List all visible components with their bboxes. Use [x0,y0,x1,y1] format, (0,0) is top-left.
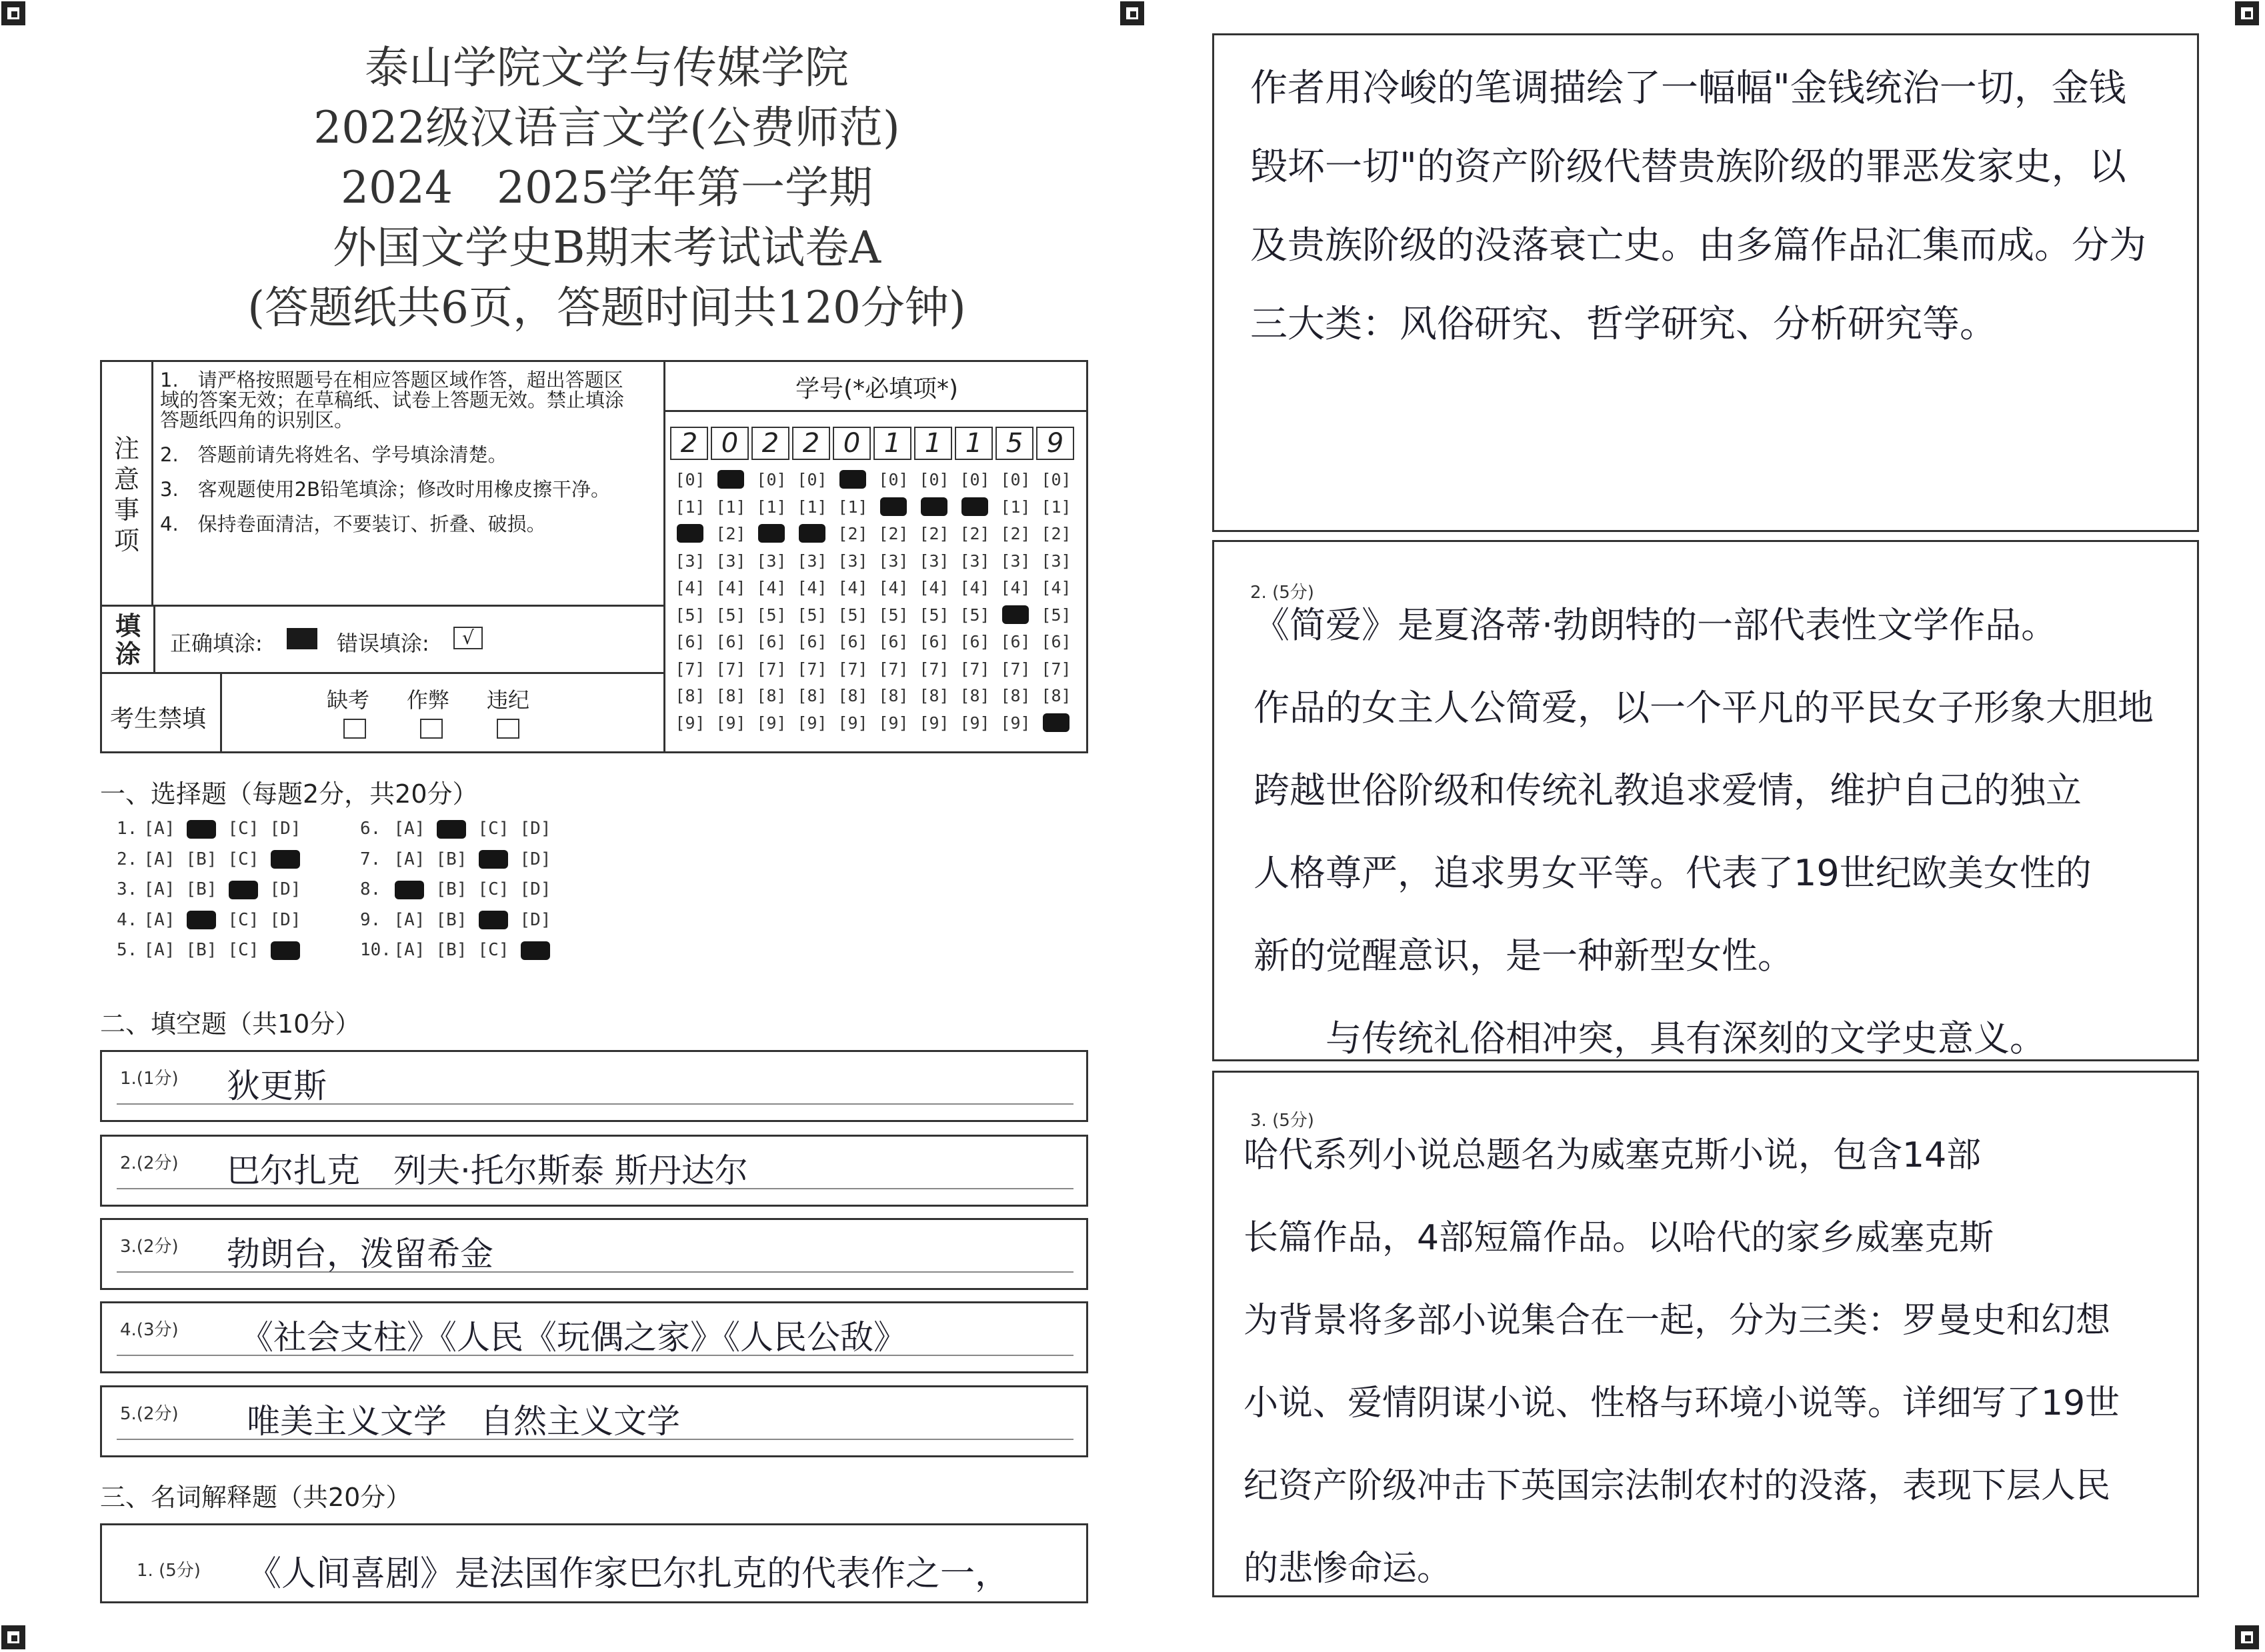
panel-divider [663,360,665,753]
mcq-option-bubble[interactable]: [C] [227,940,259,960]
fill-blank-answer: 《社会支柱》《人民《玩偶之家》《人民公敌》 [240,1318,907,1357]
mcq-option-bubble[interactable]: [C] [227,909,259,930]
id-bubble[interactable]: [6] [797,632,827,651]
id-bubble[interactable] [1039,713,1073,733]
id-bubble[interactable]: [0] [959,470,990,489]
cheating-label: 作弊 [407,687,450,713]
forbid-label-divider [220,674,222,753]
id-bubble[interactable]: [7] [1000,659,1031,679]
id-bubble[interactable]: [8] [797,686,827,705]
id-bubble[interactable]: [0] [756,470,787,489]
id-bubble[interactable]: [1] [756,497,787,517]
id-bubble[interactable]: [6] [1000,632,1031,651]
id-bubble[interactable]: [6] [756,632,787,651]
id-bubble[interactable]: [3] [675,551,705,571]
mcq-number: 7. [360,849,381,869]
student-id-digit: 0 [711,427,749,460]
id-bubble[interactable]: [4] [797,578,827,597]
mcq-option-bubble[interactable]: [A] [143,940,175,960]
registration-mark-bottom-right [2235,1625,2259,1649]
handwritten-line: 与传统礼俗相冲突，具有深刻的文学史意义。 [1254,1017,2046,1059]
fill-blank-answer: 唯美主义文学 自然主义文学 [247,1402,680,1441]
handwritten-line: 三大类：风俗研究、哲学研究、分析研究等。 [1250,303,1997,346]
id-bubble[interactable]: [2] [715,524,746,543]
id-bubble[interactable]: [7] [756,659,787,679]
id-bubble[interactable]: [8] [878,686,909,705]
mcq-option-bubble[interactable] [390,879,429,899]
mcq-option-bubble[interactable]: [D] [269,909,301,930]
id-bubble[interactable]: [1] [797,497,827,517]
id-bubble[interactable]: [9] [878,713,909,733]
exam-title-line-1: 泰山学院文学与传媒学院 [365,42,849,93]
registration-mark-top-right [2235,1,2259,25]
correct-fill-label: 正确填涂: [170,631,263,656]
id-bubble[interactable]: [9] [756,713,787,733]
student-id-digit: 0 [833,427,871,460]
fill-label-divider [153,607,155,672]
handwritten-line: 及贵族阶级的没落衰亡史。由多篇作品汇集而成。分为 [1250,224,2146,267]
mcq-number: 6. [360,819,381,839]
row-divider-1 [100,605,665,607]
section-3-title: 三、名词解释题（共20分） [100,1483,411,1512]
wrong-fill-label: 错误填涂: [337,631,429,656]
mcq-number: 4. [117,909,138,930]
mcq-option-bubble[interactable]: [A] [143,819,175,839]
id-bubble[interactable]: [2] [1000,524,1031,543]
mcq-option-bubble[interactable] [432,819,471,839]
student-id-digit: 5 [995,427,1033,460]
handwritten-line: 跨越世俗阶级和传统礼教追求爱情，维护自己的独立 [1254,769,2082,811]
id-bubble[interactable]: [5] [837,605,868,625]
id-bubble[interactable]: [0] [675,470,705,489]
handwritten-line: 作者用冷峻的笔调描绘了一幅幅"金钱统治一切，金钱 [1250,67,2126,110]
notice-item-2: 2. 答题前请先将姓名、学号填涂清楚。 [160,443,507,466]
mcq-number: 1. [117,819,138,839]
handwritten-line: 长篇作品，4部短篇作品。以哈代的家乡威塞克斯 [1244,1218,1994,1258]
absent-label: 缺考 [327,687,370,713]
student-id-digit: 2 [751,427,789,460]
fill-label: 填 涂 [115,611,141,669]
registration-mark-bottom-left [1,1625,25,1649]
id-bubble[interactable]: [5] [878,605,909,625]
mcq-number: 2. [117,849,138,869]
id-bubble[interactable]: [1] [837,497,868,517]
id-bubble[interactable]: [8] [756,686,787,705]
student-id-title: 学号(*必填项*) [795,375,959,403]
handwritten-line: 的悲惨命运。 [1244,1549,1452,1589]
handwritten-line: 为背景将多部小说集合在一起，分为三类：罗曼史和幻想 [1244,1301,2111,1341]
mcq-option-bubble[interactable] [474,849,513,869]
id-bubble[interactable]: [6] [837,632,868,651]
id-bubble[interactable]: [7] [797,659,827,679]
handwritten-line: 作品的女主人公简爱，以一个平凡的平民女子形象大胆地 [1254,687,2154,729]
id-bubble[interactable]: [2] [959,524,990,543]
mcq-option-bubble[interactable]: [A] [393,909,425,930]
id-bubble[interactable]: [8] [959,686,990,705]
mcq-option-bubble[interactable]: [B] [185,879,217,899]
id-bubble[interactable]: [8] [1000,686,1031,705]
mcq-option-bubble[interactable]: [D] [519,819,551,839]
mcq-option-bubble[interactable]: [D] [519,849,551,869]
id-bubble[interactable]: [7] [959,659,990,679]
id-title-divider [665,410,1088,412]
id-bubble[interactable]: [9] [837,713,868,733]
id-bubble[interactable]: [8] [715,686,746,705]
id-bubble[interactable]: [3] [959,551,990,571]
id-bubble[interactable] [957,497,992,517]
notice-item-4: 4. 保持卷面清洁，不要装订、折叠、破损。 [160,513,546,535]
mcq-option-bubble[interactable]: [A] [143,879,175,899]
multiple-choice-grid [117,819,650,972]
mcq-option-bubble[interactable]: [D] [519,879,551,899]
id-bubble[interactable]: [7] [715,659,746,679]
id-bubble[interactable]: [5] [715,605,746,625]
id-bubble[interactable]: [2] [837,524,868,543]
id-bubble[interactable]: [3] [878,551,909,571]
fill-blank-answer: 勃朗台，泼留希金 [227,1235,493,1273]
exam-title-line-4: 外国文学史B期末考试试卷A [332,222,881,273]
notice-text [160,370,627,534]
registration-mark-top-center [1120,1,1144,25]
mcq-option-bubble[interactable]: [C] [477,940,509,960]
mcq-option-bubble[interactable] [266,940,305,960]
mcq-option-bubble[interactable]: [C] [477,879,509,899]
id-bubble[interactable]: [9] [675,713,705,733]
id-bubble[interactable]: [7] [675,659,705,679]
student-id-digit: 2 [670,427,708,460]
id-bubble[interactable]: [1] [715,497,746,517]
id-bubble[interactable]: [5] [1041,605,1071,625]
id-bubble[interactable]: [8] [837,686,868,705]
id-bubble[interactable]: [3] [1041,551,1071,571]
id-bubble[interactable] [795,524,829,544]
id-bubble[interactable]: [1] [675,497,705,517]
exam-title-line-2: 2022级汉语言文学(公费师范) [313,102,900,153]
student-id-bubbles [670,470,1083,743]
id-bubble[interactable]: [7] [1041,659,1071,679]
mcq-option-bubble[interactable]: [B] [435,909,467,930]
id-bubble[interactable]: [9] [797,713,827,733]
mcq-option-bubble[interactable]: [A] [143,849,175,869]
mcq-option-bubble[interactable]: [A] [393,849,425,869]
mcq-option-bubble[interactable]: [B] [435,879,467,899]
mcq-number: 10. [360,940,391,960]
id-bubble[interactable]: [8] [919,686,949,705]
fill-blank-answer: 巴尔扎克 列夫·托尔斯泰 斯丹达尔 [227,1151,748,1190]
mcq-option-bubble[interactable] [516,940,555,960]
section-1-title: 一、选择题（每题2分，共20分） [100,779,478,809]
id-bubble[interactable]: [6] [715,632,746,651]
id-bubble[interactable]: [5] [756,605,787,625]
id-bubble[interactable]: [0] [797,470,827,489]
id-bubble[interactable]: [3] [919,551,949,571]
section-2-title: 二、填空题（共10分） [100,1009,361,1039]
id-bubble[interactable]: [4] [878,578,909,597]
student-id-digit: 1 [914,427,952,460]
mcq-option-bubble[interactable] [266,849,305,869]
mcq-option-bubble[interactable] [224,879,263,899]
answer-box-right-3-label: 3. (5分) [1250,1111,1314,1131]
id-bubble[interactable]: [9] [715,713,746,733]
id-bubble[interactable]: [1] [1041,497,1071,517]
registration-mark-top-left [1,1,25,25]
mcq-option-bubble[interactable]: [B] [435,940,467,960]
id-bubble[interactable]: [3] [837,551,868,571]
fill-blank-label: 4.(3分) [120,1320,179,1340]
fill-blank-answer: 狄更斯 [227,1067,327,1105]
correct-fill-sample [287,628,317,649]
id-bubble[interactable]: [7] [878,659,909,679]
mcq-number: 5. [117,940,138,960]
id-bubble[interactable]: [0] [1000,470,1031,489]
fill-blank-label: 3.(2分) [120,1237,179,1257]
id-bubble[interactable]: [1] [1000,497,1031,517]
id-bubble[interactable] [835,470,870,490]
id-bubble[interactable]: [5] [797,605,827,625]
exam-title-line-3: 2024 2025学年第一学期 [341,162,873,213]
notice-label: 注 意 事 项 [113,434,139,555]
mcq-option-bubble[interactable]: [D] [269,879,301,899]
id-bubble[interactable] [998,605,1033,625]
id-bubble[interactable]: [4] [756,578,787,597]
id-bubble[interactable]: [8] [1041,686,1071,705]
id-bubble[interactable]: [3] [756,551,787,571]
id-bubble[interactable]: [4] [837,578,868,597]
id-bubble[interactable]: [2] [878,524,909,543]
id-bubble[interactable]: [2] [1041,524,1071,543]
id-bubble[interactable]: [5] [919,605,949,625]
mcq-option-bubble[interactable]: [A] [393,940,425,960]
answer-box-right-2-label: 2. (5分) [1250,583,1314,603]
id-bubble[interactable]: [4] [715,578,746,597]
fill-blank-label: 2.(2分) [120,1153,179,1173]
id-bubble[interactable]: [4] [1000,578,1031,597]
student-id-digit: 1 [873,427,911,460]
student-id-digits [670,427,1083,461]
id-bubble[interactable]: [0] [919,470,949,489]
mcq-option-bubble[interactable]: [C] [477,819,509,839]
id-bubble[interactable]: [4] [919,578,949,597]
mcq-option-bubble[interactable]: [B] [185,940,217,960]
mcq-option-bubble[interactable]: [D] [519,909,551,930]
id-bubble[interactable]: [3] [715,551,746,571]
id-bubble[interactable]: [4] [959,578,990,597]
mcq-option-bubble[interactable] [182,910,221,930]
handwritten-line: 小说、爱情阴谋小说、性格与环境小说等。详细写了19世 [1244,1383,2120,1423]
id-bubble[interactable]: [6] [675,632,705,651]
id-bubble[interactable]: [9] [1000,713,1031,733]
student-id-digit: 2 [792,427,830,460]
handwritten-line: 纪资产阶级冲击下英国宗法制农村的没落，表现下层人民 [1244,1466,2111,1506]
id-bubble[interactable]: [9] [959,713,990,733]
mcq-number: 8. [360,879,381,899]
absent-checkbox[interactable] [343,719,366,739]
violation-label: 违纪 [487,687,530,713]
row-divider-2 [100,672,665,674]
mcq-number: 3. [117,879,138,899]
id-bubble[interactable]: [6] [1041,632,1071,651]
term-1-answer: 《人间喜剧》是法国作家巴尔扎克的代表作之一， [247,1554,1010,1594]
id-bubble[interactable] [876,497,911,517]
mcq-option-bubble[interactable]: [A] [393,819,425,839]
id-bubble[interactable]: [7] [919,659,949,679]
id-bubble[interactable]: [4] [1041,578,1071,597]
mcq-option-bubble[interactable]: [C] [227,849,259,869]
id-bubble[interactable]: [4] [675,578,705,597]
handwritten-line: 毁坏一切"的资产阶级代替贵族阶级的罪恶发家史，以 [1250,145,2126,189]
fill-blank-label: 5.(2分) [120,1404,179,1424]
student-id-digit: 9 [1036,427,1074,460]
mcq-option-bubble[interactable]: [B] [435,849,467,869]
student-id-digit: 1 [955,427,993,460]
mcq-option-bubble[interactable] [474,910,513,930]
notice-item-1: 1. 请严格按照题号在相应答题区域作答，超出答题区域的答案无效；在草稿纸、试卷上答题无效。禁止填涂答题纸四角的识别区。 [160,369,625,431]
id-bubble[interactable] [673,524,707,544]
wrong-fill-sample: √ [453,627,483,649]
id-bubble[interactable]: [8] [675,686,705,705]
id-bubble[interactable]: [6] [959,632,990,651]
handwritten-line: 《简爱》是夏洛蒂·勃朗特的一部代表性文学作品。 [1254,604,2058,646]
mcq-option-bubble[interactable]: [B] [185,849,217,869]
id-bubble[interactable]: [3] [1000,551,1031,571]
id-bubble[interactable]: [5] [959,605,990,625]
id-bubble[interactable]: [5] [675,605,705,625]
cheating-checkbox[interactable] [420,719,443,739]
mcq-option-bubble[interactable] [182,819,221,839]
id-bubble[interactable] [713,470,748,490]
id-bubble[interactable]: [0] [1041,470,1071,489]
handwritten-line: 新的觉醒意识，是一种新型女性。 [1254,935,1794,977]
exam-title-line-5: (答题纸共6页，答题时间共120分钟) [247,282,966,333]
handwritten-line: 人格尊严，追求男女平等。代表了19世纪欧美女性的 [1254,852,2092,894]
id-bubble[interactable]: [0] [878,470,909,489]
mcq-option-bubble[interactable]: [C] [227,819,259,839]
mcq-option-bubble[interactable]: [D] [269,819,301,839]
handwritten-line: 哈代系列小说总题名为威塞克斯小说，包含14部 [1244,1135,1982,1175]
id-bubble[interactable]: [2] [919,524,949,543]
notice-item-3: 3. 客观题使用2B铅笔填涂；修改时用橡皮擦干净。 [160,478,611,501]
mcq-option-bubble[interactable]: [A] [143,909,175,930]
forbid-label: 考生禁填 [110,705,207,733]
violation-checkbox[interactable] [497,719,519,739]
id-bubble[interactable]: [7] [837,659,868,679]
id-bubble[interactable]: [9] [919,713,949,733]
id-bubble[interactable]: [6] [878,632,909,651]
id-bubble[interactable]: [3] [797,551,827,571]
fill-blank-label: 1.(1分) [120,1069,179,1089]
id-bubble[interactable]: [6] [919,632,949,651]
id-bubble[interactable] [754,524,789,544]
id-bubble[interactable] [917,497,951,517]
term-1-label: 1. (5分) [137,1561,201,1581]
mcq-number: 9. [360,909,381,930]
